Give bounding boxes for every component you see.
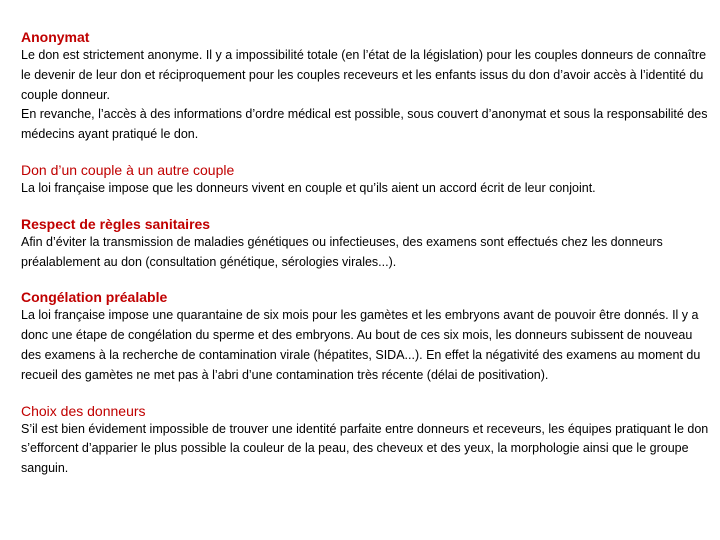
section-paragraph: En revanche, l’accès à des informations d’ordre médical est possible, sous couvert d’anonymat et sous la responsabilité des médecins ayant pratiqué le don. [21,107,708,142]
section-don-couple [21,161,715,199]
section-heading: Anonymat [21,29,90,45]
section-regles-sanitaires [21,215,715,273]
section-anonymat [21,28,715,145]
section-paragraph: La loi française impose une quarantaine de six mois pour les gamètes et les embryons avant de pouvoir être donnés. Il y a donc une étape de congélation du sperme et des embryons. Au bout de ces six mois, les donneurs subissent de nouveau des examens à la recherche de contamination virale (hépatites, SIDA...). En effet la négativité des examens au moment du recueil des gamètes ne met pas à l’abri d’une contamination très récente (délai de positivation). [21,308,701,382]
section-heading: Choix des donneurs [21,402,146,419]
section-paragraph: S’il est bien évidement impossible de trouver une identité parfaite entre donneurs et receveurs, les équipes pratiquant le don s’efforcent d’apparier le plus possible la couleur de la peau, des cheveux et des yeux, la morphologie ainsi que le groupe sanguin. [21,421,709,476]
section-heading: Don d’un couple à un autre couple [21,161,235,178]
section-paragraph: La loi française impose que les donneurs vivent en couple et qu’ils aient un accord écrit de leur conjoint. [21,180,596,195]
section-heading: Respect de règles sanitaires [21,215,211,232]
section-choix-donneurs [21,402,715,479]
section-paragraph: Afin d’éviter la transmission de maladies génétiques ou infectieuses, des examens sont effectués chez les donneurs préalablement au don (consultation génétique, sérologies virales...). [21,234,663,269]
section-heading: Congélation préalable [21,289,168,306]
section-paragraph: Le don est strictement anonyme. Il y a impossibilité totale (en l’état de la législation) pour les couples donneurs de connaître le devenir de leur don et réciproquement pour les couples receveurs et les enfants issus du don d’avoir accès à l’identité du couple donneur. [21,48,707,102]
section-congelation [21,288,715,385]
document-page [21,28,715,479]
